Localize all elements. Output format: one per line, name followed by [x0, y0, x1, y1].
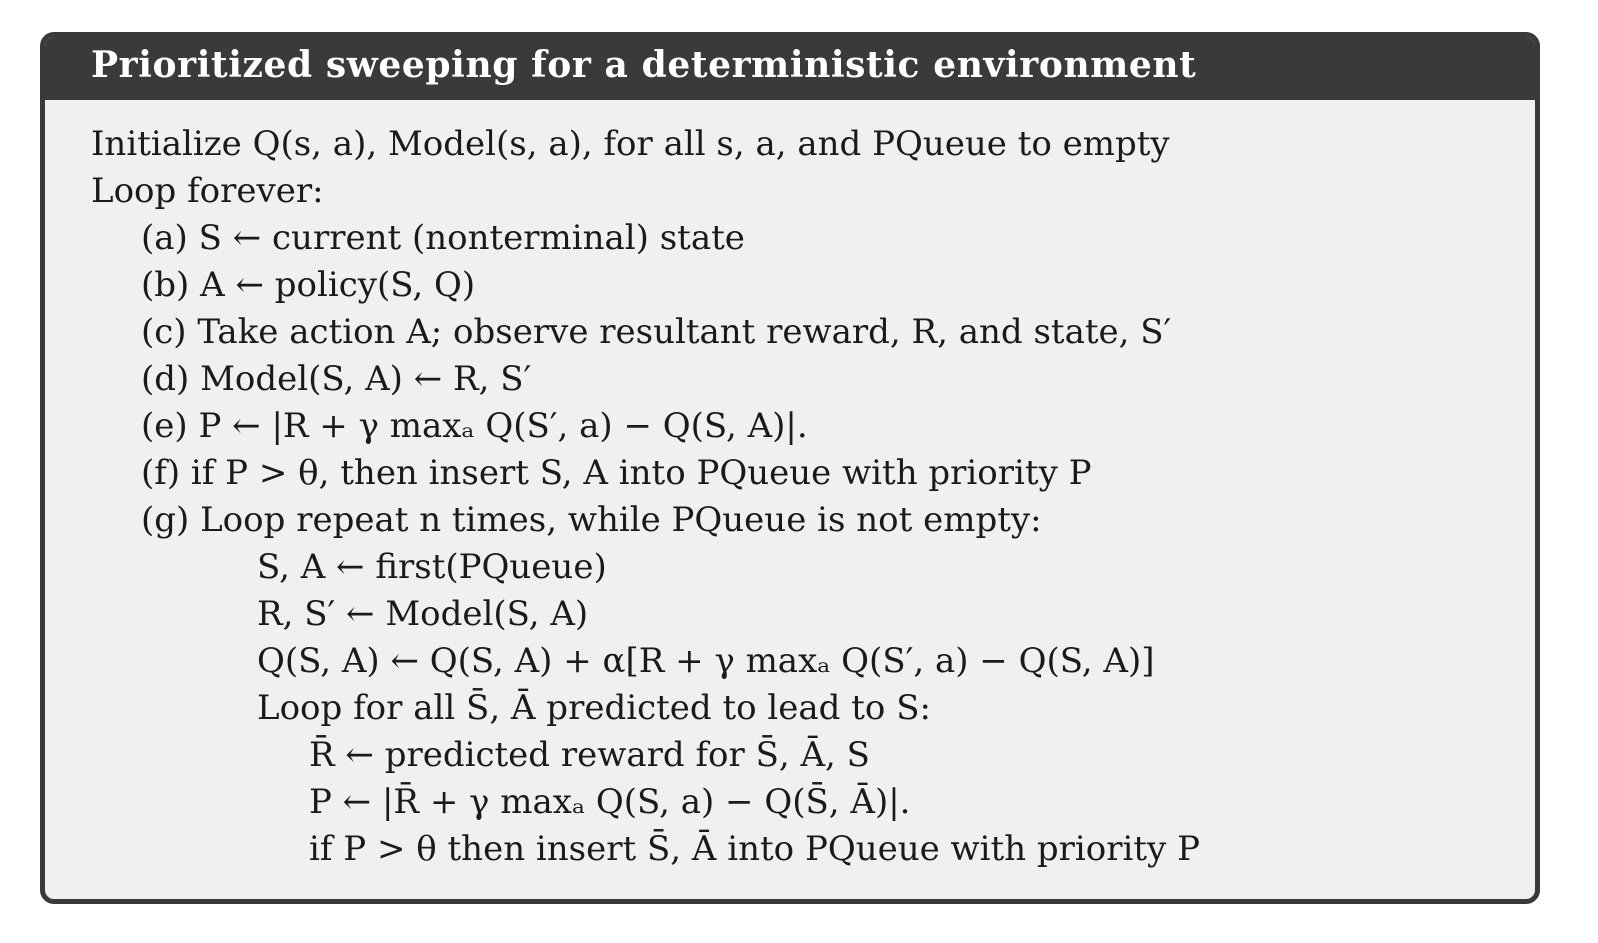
algorithm-step-c: (c) Take action A; observe resultant reward, R, and state, S′ — [141, 312, 1172, 352]
algorithm-line-q-update: Q(S, A) ← Q(S, A) + α[R + γ maxₐ Q(S′, a) − Q(S, A)] — [257, 641, 1155, 681]
algorithm-title: Prioritized sweeping for a deterministic environment — [91, 44, 1197, 86]
algorithm-line-insert: if P > θ then insert S̄, Ā into PQueue with priority P — [309, 829, 1200, 869]
algorithm-line-model-lookup: R, S′ ← Model(S, A) — [257, 594, 589, 634]
algorithm-body — [91, 121, 1515, 873]
algorithm-step-e: (e) P ← |R + γ maxₐ Q(S′, a) − Q(S, A)|. — [141, 406, 808, 446]
algorithm-step-d: (d) Model(S, A) ← R, S′ — [141, 359, 532, 399]
algorithm-step-a: (a) S ← current (nonterminal) state — [141, 218, 745, 258]
algorithm-line-loop-forever: Loop forever: — [91, 171, 324, 211]
algorithm-line-priority: P ← |R̄ + γ maxₐ Q(S, a) − Q(S̄, Ā)|. — [309, 782, 911, 822]
algorithm-line-first-pqueue: S, A ← first(PQueue) — [257, 547, 607, 587]
algorithm-step-g: (g) Loop repeat n times, while PQueue is not empty: — [141, 500, 1042, 540]
algorithm-line-initialize: Initialize Q(s, a), Model(s, a), for all s, a, and PQueue to empty — [91, 124, 1170, 164]
algorithm-box — [40, 32, 1540, 904]
algorithm-line-predicted-reward: R̄ ← predicted reward for S̄, Ā, S — [309, 735, 870, 775]
algorithm-header — [45, 37, 1535, 100]
algorithm-step-f: (f) if P > θ, then insert S, A into PQueue with priority P — [141, 453, 1092, 493]
algorithm-line-predecessor-loop: Loop for all S̄, Ā predicted to lead to S: — [257, 688, 931, 728]
algorithm-step-b: (b) A ← policy(S, Q) — [141, 265, 476, 305]
